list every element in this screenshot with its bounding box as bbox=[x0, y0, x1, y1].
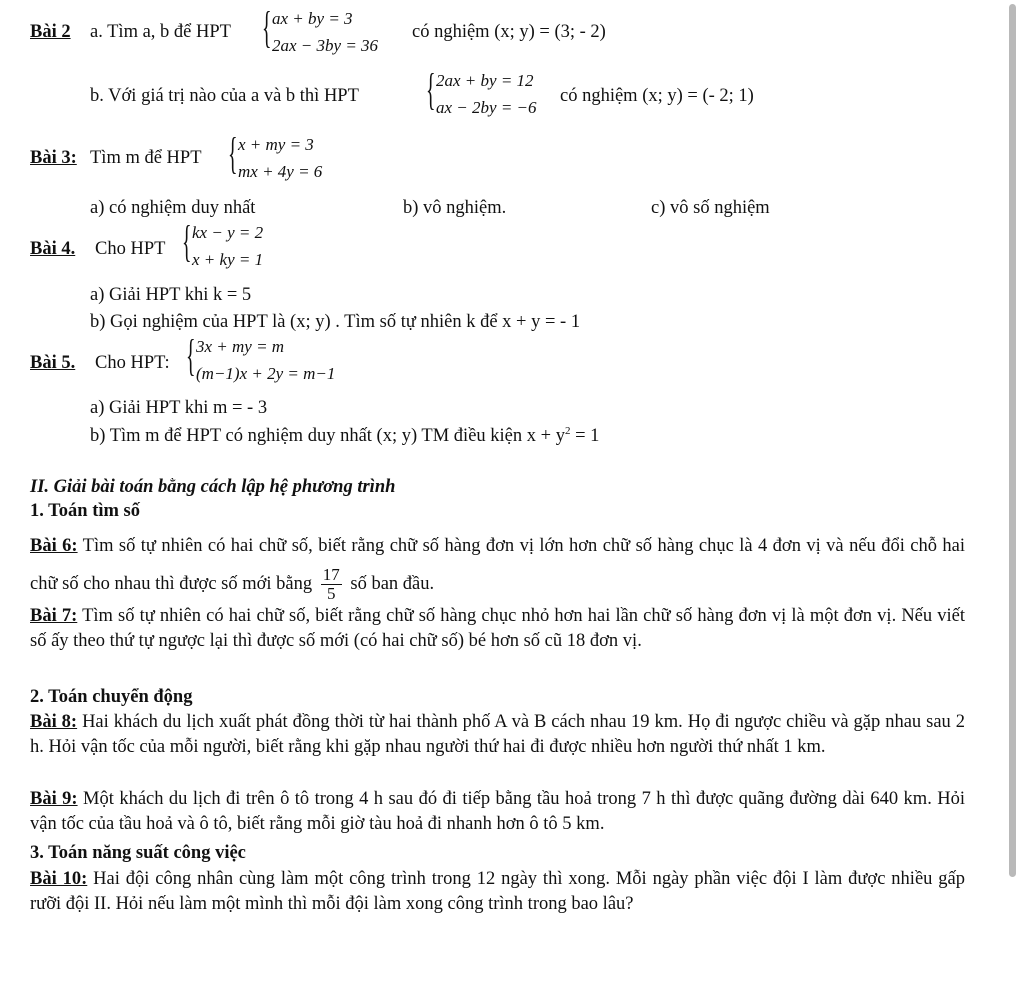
equation: 2ax − 3by = 36 bbox=[272, 36, 379, 55]
bai9-paragraph: Bài 9: Một khách du lịch đi trên ô tô trong 4 h sau đó đi tiếp bằng tầu hoả trong 7 h thì được quãng đường dài 640 km. Hỏi vận tốc của tầu hoả và ô tô, biết rằng mỗi giờ tàu hoả đi nhanh hơn ô tô 5 km. bbox=[30, 789, 966, 834]
brace-icon: { bbox=[182, 217, 192, 266]
bai4-part-b: b) Gọi nghiệm của HPT là (x; y) . Tìm số tự nhiên k để x + y = - 1 bbox=[90, 312, 581, 332]
bai2-b-suffix: có nghiệm (x; y) = (- 2; 1) bbox=[560, 86, 754, 106]
bai5-prefix: Cho HPT: bbox=[95, 353, 170, 373]
vertical-scrollbar[interactable] bbox=[1009, 4, 1016, 877]
equation: 2ax + by = 12 bbox=[436, 71, 534, 90]
brace-icon: { bbox=[426, 65, 436, 114]
bai8-paragraph: Bài 8: Hai khách du lịch xuất phát đồng thời từ hai thành phố A và B cách nhau 19 km. Họ đi ngược chiều và gặp nhau sau 2 h. Hỏi vận tốc của mỗi người, biết rằng khi gặp nhau người thứ hai đi được nhiều hơn người thứ nhất 1 km. bbox=[30, 712, 966, 757]
bai3-option-a: a) có nghiệm duy nhất bbox=[90, 198, 256, 218]
bai7-label: Bài 7: bbox=[30, 606, 78, 626]
bai7-paragraph: Bài 7: Tìm số tự nhiên có hai chữ số, biết rằng chữ số hàng chục nhỏ hơn hai lần chữ số hàng đơn vị là một đơn vị. Nếu viết số ấy theo thứ tự ngược lại thì được số mới (có hai chữ số) bé hơn số cũ 18 đơn vị. bbox=[30, 606, 966, 651]
equation: 3x + my = m bbox=[196, 337, 285, 356]
bai2-a-prefix: a. Tìm a, b để HPT bbox=[90, 22, 231, 42]
bai6-paragraph: Bài 6: Tìm số tự nhiên có hai chữ số, biết rằng chữ số hàng đơn vị lớn hơn chữ số hàng chục là 4 đơn vị và nếu đổi chỗ hai chữ số cho nhau thì được số mới bằng $\frac{17}{5}$ số ban đầu. bbox=[30, 536, 966, 604]
bai3-label: Bài 3: bbox=[30, 148, 77, 168]
equation: ax + by = 3 bbox=[272, 9, 353, 28]
equation: x + my = 3 bbox=[238, 135, 314, 154]
bai2-label: Bài 2 bbox=[30, 22, 71, 42]
bai4-prefix: Cho HPT bbox=[95, 239, 166, 259]
subsection-title: 3. Toán năng suất công việc bbox=[30, 843, 246, 863]
bai8-label: Bài 8: bbox=[30, 712, 78, 732]
bai5-label: Bài 5. bbox=[30, 353, 76, 373]
bai4-part-a: a) Giải HPT khi k = 5 bbox=[90, 285, 252, 305]
equation: mx + 4y = 6 bbox=[238, 162, 323, 181]
bai3-option-c: c) vô số nghiệm bbox=[651, 198, 770, 218]
fraction: $\frac{17}{5}$ bbox=[322, 565, 340, 604]
equation: ax − 2by = −6 bbox=[436, 98, 537, 117]
bai4-label: Bài 4. bbox=[30, 239, 76, 259]
bai6-label: Bài 6: bbox=[30, 536, 78, 556]
brace-icon: { bbox=[186, 331, 196, 380]
brace-icon: { bbox=[262, 3, 272, 52]
brace-icon: { bbox=[228, 129, 238, 178]
equation: kx − y = 2 bbox=[192, 223, 264, 242]
bai3-prefix: Tìm m để HPT bbox=[90, 148, 202, 168]
bai2-a-suffix: có nghiệm (x; y) = (3; - 2) bbox=[412, 22, 606, 42]
bai5-part-a: a) Giải HPT khi m = - 3 bbox=[90, 398, 268, 418]
bai5-part-b: b) Tìm m để HPT có nghiệm duy nhất (x; y) TM điều kiện $x + y^2 = 1$ bbox=[90, 425, 600, 447]
bai9-label: Bài 9: bbox=[30, 789, 78, 809]
bai3-option-b: b) vô nghiệm. bbox=[403, 198, 507, 218]
bai10-label: Bài 10: bbox=[30, 869, 88, 889]
bai2-b-prefix: b. Với giá trị nào của a và b thì HPT bbox=[90, 86, 359, 106]
equation: (m−1)x + 2y = m−1 bbox=[196, 364, 336, 383]
subsection-title: 1. Toán tìm số bbox=[30, 501, 141, 521]
equation: x + ky = 1 bbox=[192, 250, 264, 269]
subsection-title: 2. Toán chuyển động bbox=[30, 687, 193, 707]
section-title: II. Giải bài toán bằng cách lập hệ phương trình bbox=[30, 477, 396, 497]
bai10-paragraph: Bài 10: Hai đội công nhân cùng làm một công trình trong 12 ngày thì xong. Mỗi ngày phần việc đội I làm được nhiều gấp rưỡi đội II. Hỏi nếu làm một mình thì mỗi đội làm xong công trình trong bao lâu? bbox=[30, 869, 965, 914]
